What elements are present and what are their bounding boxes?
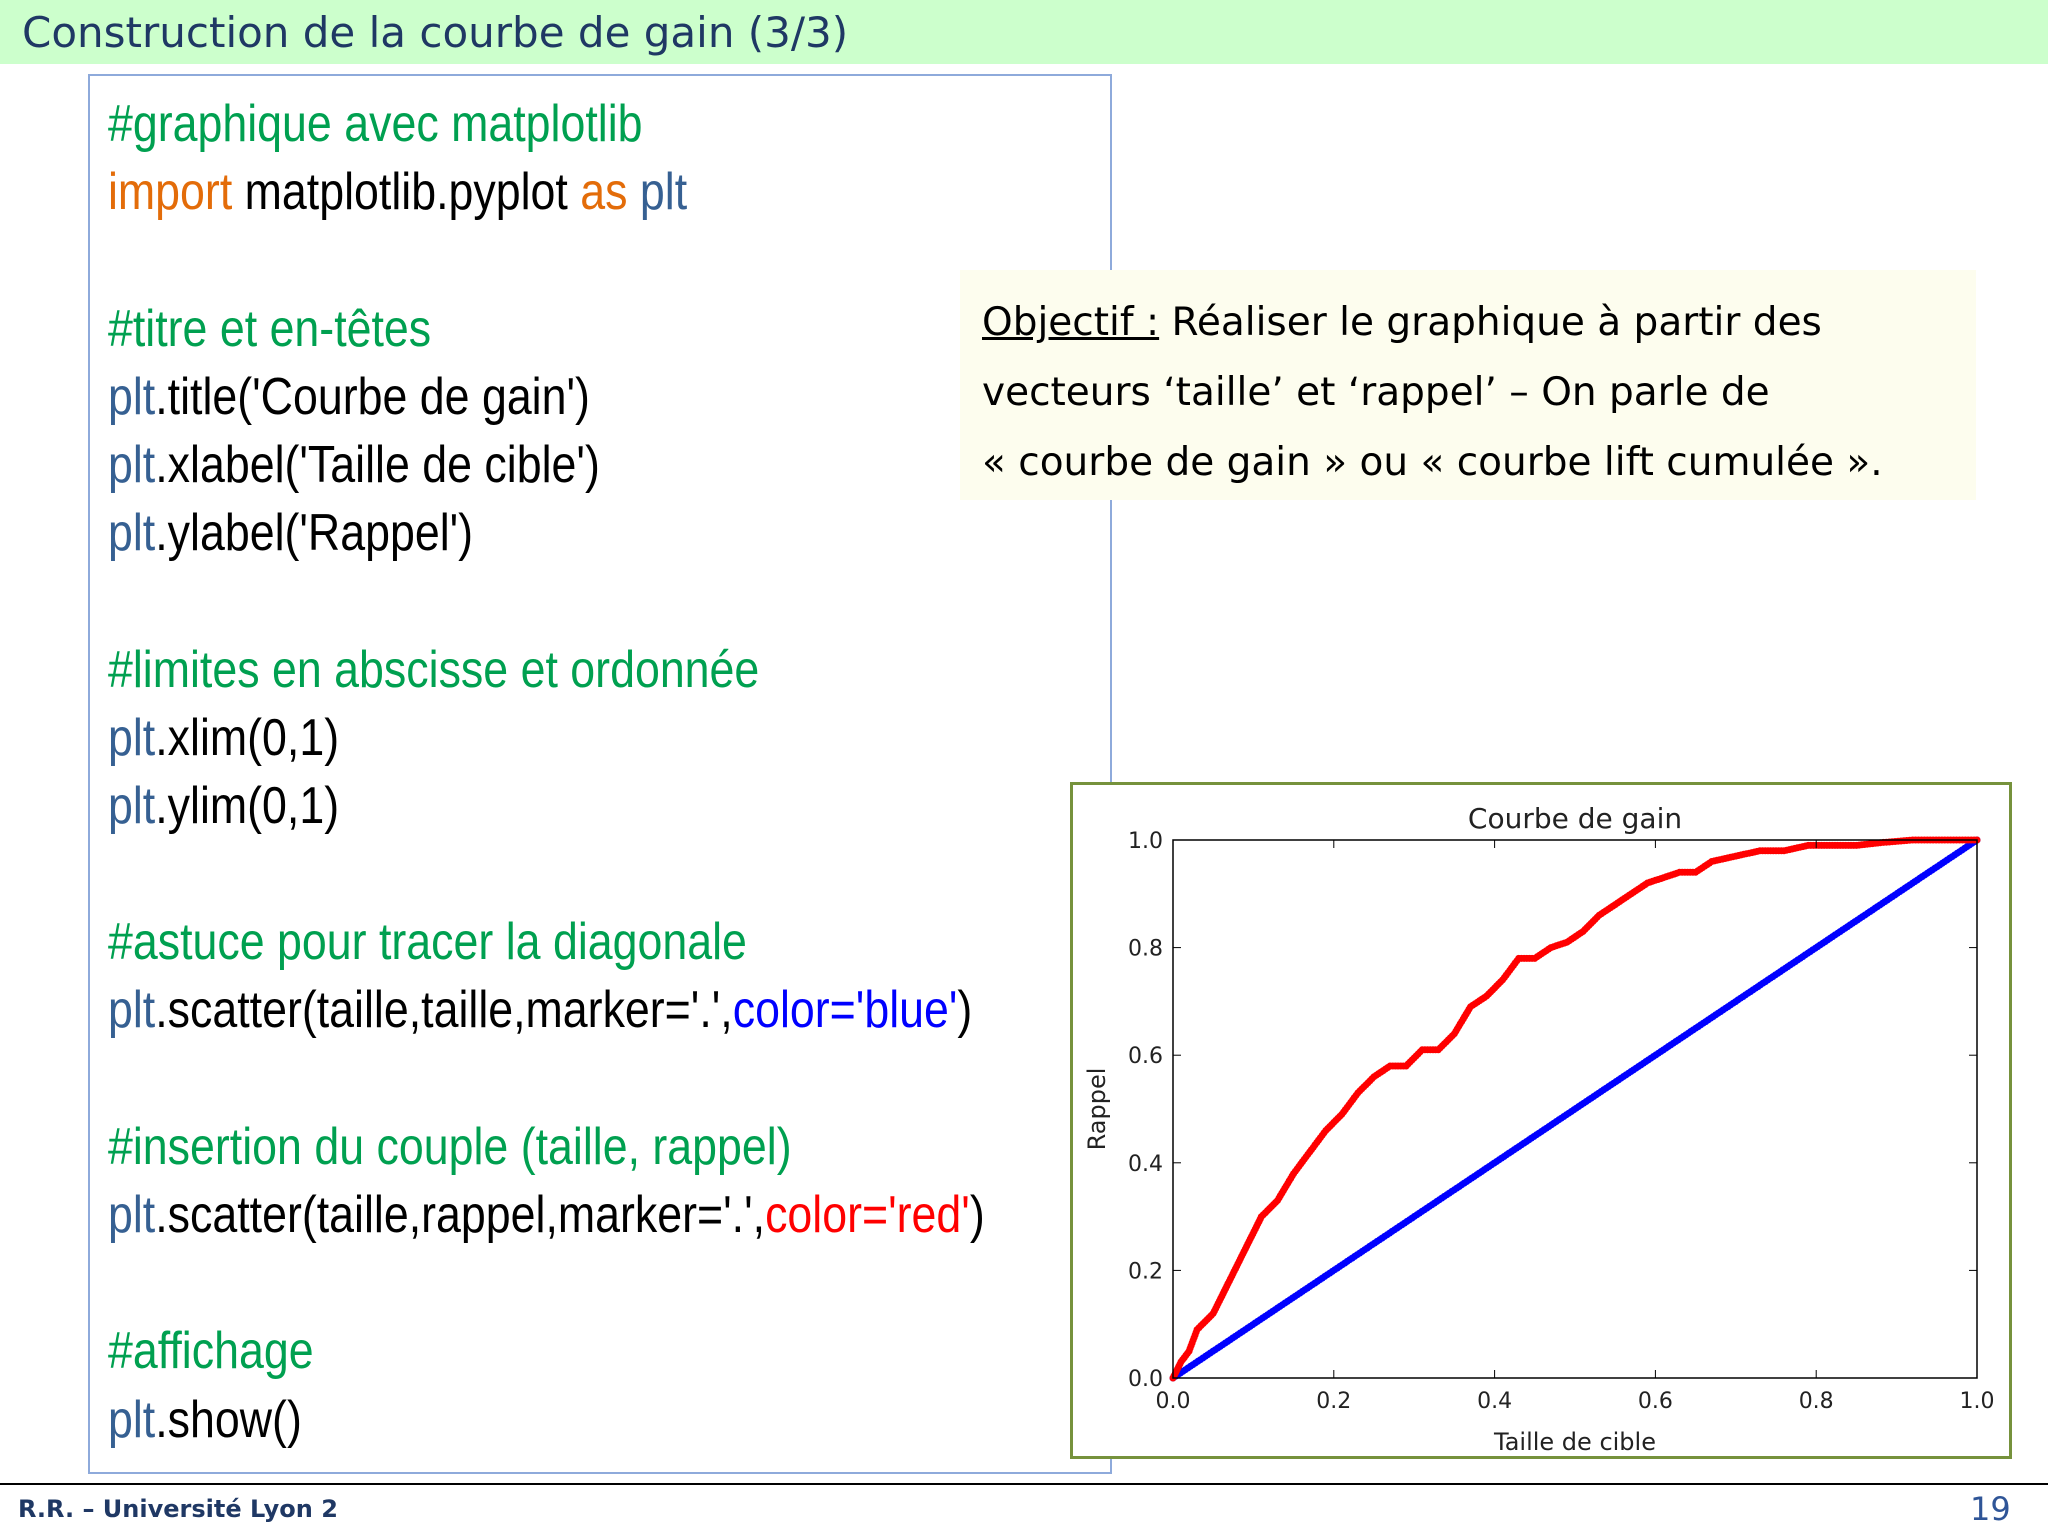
code-text: .scatter(taille,rappel,marker='.', (155, 1186, 766, 1244)
chart-xlabel: Taille de cible (1494, 1428, 1656, 1456)
code-object: plt (108, 708, 156, 767)
code-line (108, 1317, 985, 1385)
code-object: plt (108, 504, 156, 563)
code-object: plt (108, 981, 156, 1040)
page-number: 19 (1970, 1490, 2011, 1528)
code-block (108, 90, 985, 1454)
slide-title: Construction de la courbe de gain (3/3) (22, 8, 849, 57)
gain-chart (1073, 785, 2009, 1456)
code-comment: #affichage (108, 1322, 314, 1381)
code-comment: #titre et en-têtes (108, 299, 432, 358)
code-line (108, 295, 985, 363)
chart-frame (1070, 782, 2012, 1459)
code-line (108, 976, 985, 1044)
y-tick-label: 1.0 (1128, 829, 1163, 854)
code-object: plt (108, 776, 156, 835)
code-text: ) (957, 981, 973, 1040)
code-line (108, 636, 985, 704)
x-tick-label: 0.2 (1316, 1389, 1352, 1414)
code-color-arg: color='red' (765, 1186, 970, 1244)
code-line (108, 363, 985, 431)
code-comment: #insertion du couple (taille, rappel) (108, 1117, 792, 1176)
code-object: plt (627, 163, 688, 222)
y-tick-label: 0.6 (1128, 1044, 1163, 1070)
code-blank-line (108, 226, 985, 294)
x-tick-label: 0.0 (1155, 1389, 1191, 1414)
title-bar (0, 0, 2048, 64)
code-comment: #graphique avec matplotlib (108, 95, 643, 153)
code-text: .xlim(0,1) (155, 708, 340, 767)
footer-divider (0, 1483, 2048, 1485)
x-tick-label: 0.4 (1477, 1389, 1513, 1414)
code-object: plt (108, 367, 156, 426)
code-text: matplotlib.pyplot (232, 163, 581, 222)
x-tick-label: 1.0 (1959, 1389, 1995, 1414)
code-comment: #limites en abscisse et ordonnée (108, 640, 760, 699)
code-line (108, 1386, 985, 1454)
code-text: .title('Courbe de gain') (155, 367, 590, 426)
code-line (108, 499, 985, 567)
code-text: .scatter(taille,taille,marker='.', (155, 981, 733, 1040)
code-text: .xlabel('Taille de cible') (155, 435, 600, 494)
code-color-arg: color='blue' (732, 981, 958, 1040)
code-object: plt (108, 435, 156, 494)
chart-ylabel: Rappel (1083, 1067, 1111, 1151)
code-text: .ylabel('Rappel') (155, 504, 474, 563)
code-blank-line (108, 840, 985, 908)
code-text: ) (969, 1186, 985, 1244)
code-comment: #astuce pour tracer la diagonale (108, 913, 747, 972)
x-tick-label: 0.8 (1798, 1389, 1834, 1414)
chart-series-layer (1170, 837, 1981, 1382)
code-blank-line (108, 567, 985, 635)
y-tick-label: 0.4 (1128, 1151, 1163, 1177)
code-line (108, 1113, 985, 1181)
code-blank-line (108, 1249, 985, 1317)
chart-title: Courbe de gain (1467, 802, 1683, 835)
objective-label: Objectif : (982, 300, 1160, 345)
code-line (108, 772, 985, 840)
diagonal-series (1170, 837, 1981, 1382)
x-tick-label: 0.6 (1637, 1389, 1673, 1414)
code-line (108, 90, 985, 158)
code-object: plt (108, 1390, 156, 1449)
objective-line: « courbe de gain » ou « courbe lift cumulée ». (982, 440, 1883, 485)
code-keyword: import (108, 163, 233, 222)
y-tick-label: 0.8 (1128, 936, 1163, 962)
code-line (108, 704, 985, 772)
code-line (108, 1181, 985, 1249)
code-text: .ylim(0,1) (155, 776, 340, 835)
code-object: plt (108, 1186, 156, 1244)
code-line (108, 158, 985, 226)
objective-text: Réaliser le graphique à partir des (1159, 300, 1822, 345)
code-keyword: as (580, 163, 628, 222)
code-line (108, 908, 985, 976)
objective-box (960, 270, 1976, 500)
y-tick-label: 0.0 (1128, 1367, 1163, 1392)
objective-line (982, 288, 1954, 358)
code-blank-line (108, 1045, 985, 1113)
footer-author: R.R. – Université Lyon 2 (18, 1495, 338, 1523)
objective-line: vecteurs ‘taille’ et ‘rappel’ – On parle de (982, 370, 1770, 415)
y-tick-label: 0.2 (1128, 1259, 1163, 1285)
code-line (108, 431, 985, 499)
code-text: .show() (155, 1390, 302, 1449)
